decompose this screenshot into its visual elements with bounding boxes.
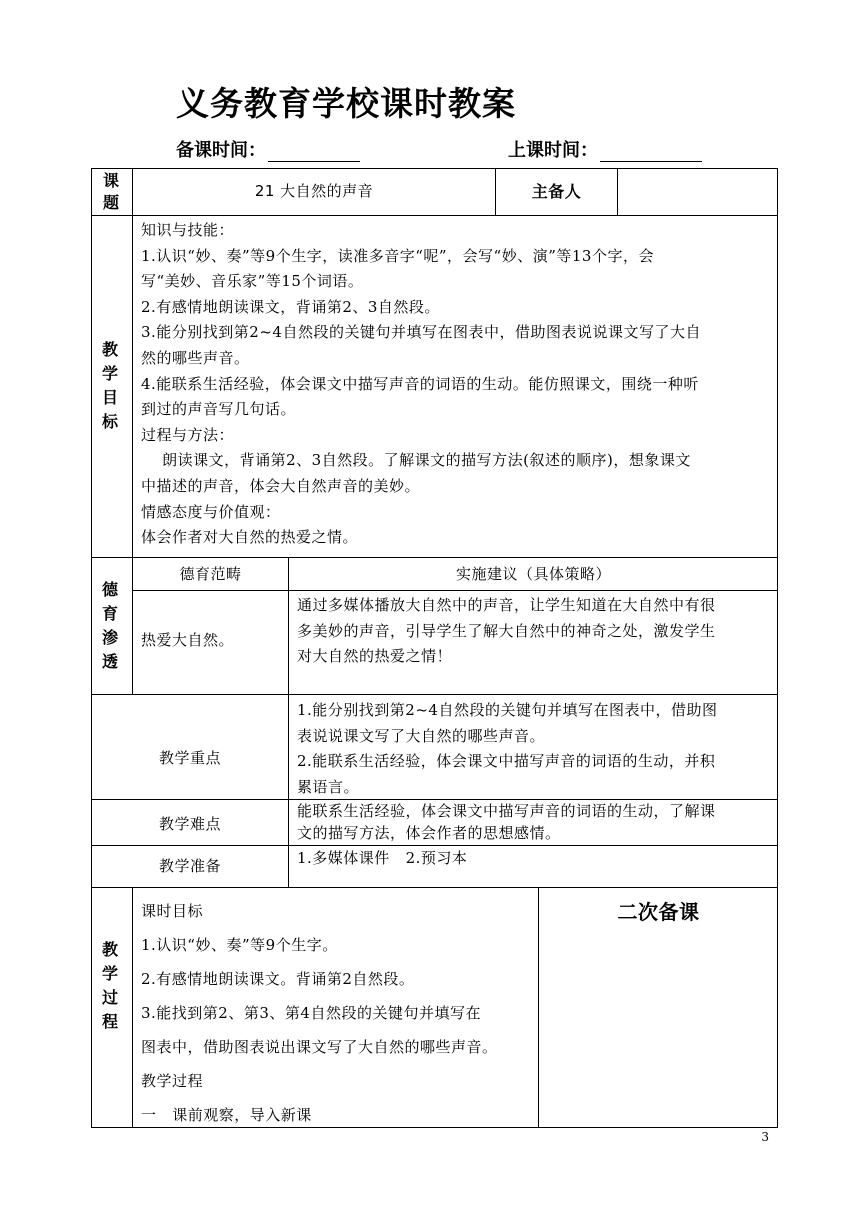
process-label: 教学过程	[101, 940, 118, 1031]
moral-label: 德育渗透	[101, 580, 118, 671]
objective-line: 到过的声音写几句话。	[141, 400, 297, 419]
objective-line: 朗读课文，背诵第2、3自然段。了解课文的描写方法(叙述的顺序)，想象课文	[141, 451, 691, 470]
topic-value: 21 大自然的声音	[254, 182, 374, 200]
moral-col2-header: 实施建议（具体策略）	[455, 565, 611, 583]
objective-line: 情感态度与价值观：	[141, 502, 281, 521]
objective-line: 然的哪些声音。	[141, 348, 250, 367]
suggestion-line: 多美妙的声音，引导学生了解大自然中的神奇之处，激发学生	[297, 621, 716, 640]
objectives-label: 教学目标	[101, 340, 118, 431]
column-divider	[132, 168, 133, 557]
row-divider	[91, 694, 778, 695]
objective-line: 4.能联系生活经验，体会课文中描写声音的词语的生动。能仿照课文，围绕一种听	[141, 374, 699, 393]
class-time	[508, 136, 702, 162]
class-time-blank[interactable]	[600, 143, 702, 162]
document-title: 义务教育学校课时教案	[176, 84, 516, 123]
column-divider	[132, 887, 133, 1128]
preparation-label: 教学准备	[158, 857, 221, 875]
objective-line: 中描述的声音，体会大自然声音的美妙。	[141, 476, 421, 495]
difficulties-label: 教学难点	[158, 815, 221, 833]
moral-col1-header: 德育范畴	[179, 565, 242, 583]
objective-line: 体会作者对大自然的热爱之情。	[141, 528, 359, 547]
process-text	[141, 894, 536, 1132]
topic-label: 课题	[102, 171, 119, 212]
process-line: 2.有感情地朗读课文。背诵第2自然段。	[141, 970, 415, 988]
preparer-label: 主备人	[531, 182, 582, 201]
row-divider	[91, 557, 778, 558]
difficulty-line: 文的描写方法，体会作者的思想感情。	[297, 824, 561, 842]
class-time-label: 上课时间：	[508, 140, 598, 161]
process-line: 1.认识“妙、奏”等9个生字。	[141, 936, 338, 954]
moral-suggestion	[297, 593, 775, 670]
page-number: 3	[761, 1130, 769, 1144]
objective-line: 2.有感情地朗读课文，背诵第2、3自然段。	[141, 297, 440, 316]
process-line: 课时目标	[141, 902, 204, 920]
process-line: 3.能找到第2、第3、第4自然段的关键句并填写在	[141, 1004, 481, 1022]
objective-line: 写“美妙、音乐家”等15个词语。	[141, 272, 364, 291]
objective-line: 3.能分别找到第2~4自然段的关键句并填写在图表中，借助图表说说课文写了大自	[141, 323, 701, 342]
objective-line: 知识与技能：	[141, 221, 235, 239]
difficulty-line: 能联系生活经验，体会课文中描写声音的词语的生动，了解课	[297, 802, 716, 820]
suggestion-line: 对大自然的热爱之情！	[297, 647, 453, 666]
key-points-label: 教学重点	[158, 749, 221, 767]
second-prep-label: 二次备课	[617, 900, 700, 924]
process-line: 图表中，借助图表说出课文写了大自然的哪些声音。	[141, 1038, 498, 1056]
prep-time	[176, 136, 360, 162]
key-point-line: 1.能分别找到第2~4自然段的关键句并填写在图表中，借助图	[297, 701, 718, 719]
objectives-text	[141, 218, 775, 551]
moral-category: 热爱大自然。	[141, 631, 235, 649]
key-point-line: 累语言。	[297, 777, 360, 796]
objective-line: 过程与方法：	[141, 425, 235, 444]
key-point-line: 2.能联系生活经验，体会课文中描写声音的词语的生动，并积	[297, 752, 716, 771]
column-divider	[288, 557, 289, 887]
process-line: 一 课前观察，导入新课	[141, 1106, 312, 1124]
column-divider	[617, 168, 618, 215]
prep-time-blank[interactable]	[268, 143, 360, 162]
difficulties-text	[297, 800, 775, 844]
key-point-line: 表说说课文写了大自然的哪些声音。	[297, 726, 546, 745]
row-divider	[91, 215, 778, 216]
suggestion-line: 通过多媒体播放大自然中的声音，让学生知道在大自然中有很	[297, 596, 716, 614]
row-divider	[91, 887, 778, 888]
preparation-value: 1.多媒体课件 2.预习本	[297, 849, 468, 867]
key-points-text	[297, 698, 775, 800]
row-divider	[132, 590, 778, 591]
prep-time-label: 备课时间：	[176, 140, 266, 161]
process-line: 教学过程	[141, 1072, 204, 1090]
objective-line: 1.认识“妙、奏”等9个生字，读准多音字“呢”，会写“妙、演”等13个字，会	[141, 246, 654, 265]
